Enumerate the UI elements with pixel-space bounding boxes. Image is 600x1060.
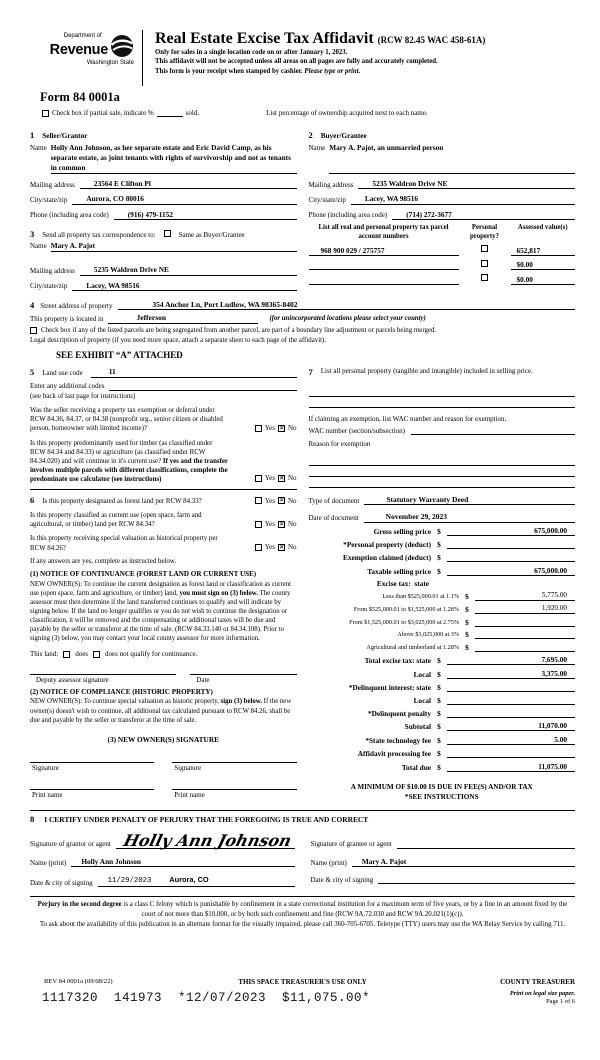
money-row	[309, 669, 576, 679]
right-column-parties	[309, 130, 576, 290]
land-use-code-label: Land use code	[42, 369, 83, 378]
perjury-notice: Perjury in the second degree is a class C felony which is punishable by confinement in a state correctional institution for a maximum term of five years, or by a fine in an amount fixed by the court of not more than $10,000, or by both such confinement and fine (RCW 9A.72.030 and RCW 9A.20.021(1)(c)). To ask about the availability of this publication in an alternate format for the visually impaired, please call 360-705-6705. Teletype (TTY) users may use the WA Relay Service by calling 711.	[30, 896, 575, 930]
does-qualify-checkbox[interactable]	[63, 651, 70, 658]
money-row	[309, 695, 576, 705]
question-row	[30, 406, 297, 433]
yes-checkbox[interactable]	[255, 425, 262, 432]
parcel-number-field[interactable]	[309, 260, 459, 270]
assessed-value-field[interactable]: $0.00	[511, 275, 576, 285]
certify-signatures	[30, 824, 575, 887]
form-title: Real Estate Excise Tax Affidavit (RCW 82.45 WAC 458-61A)	[155, 30, 486, 47]
question-row	[30, 439, 297, 485]
rate-row	[309, 642, 576, 652]
seller-heading: Seller/Grantor	[42, 132, 88, 141]
this-land-label: This land:	[30, 649, 59, 658]
money-row	[309, 526, 576, 536]
dept-of-label: Department of	[63, 33, 102, 39]
legal-description-value: SEE EXHIBIT “A” ATTACHED	[56, 349, 183, 360]
same-as-buyer-label: Same as Buyer/Grantee	[178, 230, 245, 239]
excise-column	[309, 367, 576, 802]
personal-property-col-header: Personal property?	[470, 223, 499, 240]
buyer-mailing-field[interactable]: 5235 Waldron Drive NE	[358, 179, 575, 189]
notice-continuance-body: NEW OWNER(S): To continue the current designation as forest land or classification as current use (open space, farm and agriculture, or timber) land, you must sign on (3) below. The county assessor must then determine if the land transferred continues to qualify and will indicate by signing below. If the land no longer qualifies or you do not wish to continue the designation or classification, it will be removed and the compensating or additional taxes will be due and payable by the seller or transferor at the time of sale. (RCW 84.33.140 or 84.34.108). Prior to signing (3) below, you may contact your local county assessor for more information.	[30, 580, 292, 642]
county-field[interactable]: Jefferson	[108, 313, 258, 323]
owner-signature-line-2[interactable]: Signature	[172, 762, 296, 773]
rate-rows	[309, 591, 576, 652]
seller-name-label: Name	[30, 144, 47, 153]
dollar-sign: $	[437, 735, 441, 745]
rate-label: Above $3,025,000 at 3%	[397, 631, 459, 639]
yes-label: Yes	[264, 519, 275, 528]
header-divider	[142, 30, 143, 86]
header-note-2: This affidavit will not be accepted unless all areas on all pages are fully and accurately completed.	[155, 58, 438, 66]
parcel-rows	[309, 245, 576, 284]
grantor-city: Aurora, CO	[169, 875, 209, 885]
money-label: Subtotal	[404, 722, 431, 732]
personal-property-checkbox[interactable]	[481, 260, 488, 267]
money-label: Affidavit processing fee	[357, 748, 431, 758]
ownership-note: List percentage of ownership acquired next to each name.	[266, 108, 428, 117]
money-amount-field[interactable]: 7,695.00	[447, 655, 575, 665]
partial-sale-sold-label: sold.	[185, 108, 200, 117]
grantee-name-print-field[interactable]: Mary A. Pajot	[352, 857, 575, 867]
dollar-sign: $	[465, 642, 469, 652]
additional-codes-label: Enter any additional codes	[30, 381, 105, 390]
question-row	[30, 511, 297, 529]
additional-codes-note: (see back of last page for instructions)	[30, 392, 136, 400]
no-label: No	[287, 474, 297, 483]
no-checkbox[interactable]: ✕	[278, 543, 285, 551]
section-1-number: 1	[30, 130, 35, 141]
this-land-row	[30, 650, 297, 659]
notice-continuance-title: (1) NOTICE OF CONTINUANCE (FOREST LAND OR CURRENT USE)	[30, 570, 257, 579]
question-text: Is this property predominantly used for timber (as classified under RCW 84.34 and 84.33) or agriculture (as classified under RCW 84.34.020) and will continue in it's current use? If yes and the transfer involves multiple parcels with different classifications, complete the predominate use calculator (see instructions)	[30, 439, 228, 483]
money-row	[309, 566, 576, 576]
correspondence-heading: Send all property tax correspondence to:	[42, 230, 156, 239]
partial-sale-percent-field[interactable]	[157, 110, 183, 117]
personal-property-checkbox[interactable]	[481, 245, 488, 252]
yes-label: Yes	[264, 423, 275, 432]
header-note-3: This form is your receipt when stamped by cashier. Please type or print.	[155, 67, 361, 75]
form-header	[30, 30, 575, 86]
yes-checkbox[interactable]	[255, 544, 262, 551]
question-row	[30, 534, 297, 552]
question-text-bold: If yes and the transfer involves multiple parcels with different classifications, complete the predominate use calculator (see instructions)	[30, 457, 228, 483]
seller-phone-field[interactable]: (916) 479-1152	[114, 210, 297, 220]
money-amount-field[interactable]: 11,075.00	[447, 762, 575, 772]
partial-sale-checkbox[interactable]	[42, 110, 49, 117]
dollar-sign: $	[437, 553, 441, 563]
grantee-name-print-label: Name (print)	[310, 858, 347, 867]
county-treasurer-label: COUNTY TREASURER	[500, 978, 575, 987]
yes-no-group	[255, 474, 297, 484]
yes-no-group	[255, 520, 297, 530]
buyer-heading: Buyer/Grantee	[320, 132, 367, 141]
question-text: Was the seller receiving a property tax exemption or deferral under RCW 84.36, 84.37, or 84.38 (nonprofit org., senior citizen or disabled person, homeowner with limited income)?	[30, 407, 223, 433]
segregated-checkbox[interactable]	[30, 327, 37, 334]
rate-label: From $1,525,000.01 to $3,025,000 at 2.75%	[349, 618, 459, 626]
dollar-sign: $	[465, 617, 469, 627]
dollar-sign: $	[437, 762, 441, 772]
money-label: Total excise tax: state	[364, 656, 431, 666]
personal-property-checkbox[interactable]	[481, 274, 488, 281]
correspondence-city-field[interactable]: Lacey, WA 98516	[72, 281, 296, 291]
rcw-reference: (RCW 82.45 WAC 458-61A)	[377, 35, 486, 45]
money-amount-field[interactable]: 675,000.00	[447, 566, 575, 576]
dollar-sign: $	[437, 748, 441, 758]
parcel-row	[309, 274, 576, 284]
yes-no-group	[255, 543, 297, 553]
deputy-assessor-row	[30, 674, 297, 685]
does-not-label: does not qualify for continuance.	[105, 649, 198, 658]
grantee-date-city-label: Date & city of signing	[310, 875, 374, 884]
rate-row	[309, 604, 576, 614]
legal-description-note: Legal description of property (if you need more space, attach a separate sheet to each page of the affidavit).	[30, 337, 327, 345]
notice-compliance-title: (2) NOTICE OF COMPLIANCE (HISTORIC PROPERTY)	[30, 688, 213, 697]
money-rows-top	[309, 526, 576, 576]
rate-amount-field[interactable]: 1,920.00	[475, 604, 575, 614]
dollar-sign: $	[437, 669, 441, 679]
property-section	[30, 300, 575, 362]
dollar-sign: $	[437, 566, 441, 576]
does-label: does	[75, 649, 89, 658]
section-2-number: 2	[308, 130, 313, 141]
correspondence-mailing-label: Mailing address	[30, 266, 75, 275]
question-row	[30, 495, 297, 506]
money-amount-field[interactable]	[447, 540, 575, 550]
dollar-sign: $	[465, 630, 469, 640]
rate-amount-field[interactable]	[475, 630, 575, 640]
partial-sale-label: Check box if partial sale, indicate %	[52, 108, 154, 117]
money-amount-field[interactable]: 5.00	[447, 735, 575, 745]
money-row	[309, 721, 576, 731]
grantee-signature-field[interactable]	[397, 840, 575, 849]
seller-mailing-field[interactable]: 23564 E Clifton Pl	[80, 179, 297, 189]
question-text: Is this property receiving special valuation as historical property per RCW 84.26?	[30, 535, 218, 552]
money-amount-field[interactable]	[447, 749, 575, 759]
no-label: No	[287, 519, 297, 528]
grantor-date: 11/29/2023	[107, 877, 152, 886]
money-row	[309, 655, 576, 665]
reason-line-1[interactable]	[309, 455, 576, 466]
money-amount-field[interactable]	[447, 708, 575, 718]
parcel-number-field[interactable]	[309, 275, 459, 285]
rate-amount-field[interactable]: 5,775.00	[475, 591, 575, 601]
seller-section-heading	[30, 130, 297, 141]
money-row	[309, 735, 576, 745]
segregated-note: Check box if any of the listed parcels are being segregated from another parcel, are part of a boundary line adjustment or parcels being merged.	[41, 326, 437, 334]
money-row	[309, 762, 576, 772]
grantor-name-print-label: Name (print)	[30, 858, 67, 867]
land-use-questions	[30, 406, 297, 484]
grantor-signature-script: Holly Ann Johnson	[121, 831, 294, 851]
owner-print-name-line-2[interactable]: Print name	[172, 789, 296, 800]
wac-number-field[interactable]	[411, 427, 575, 435]
yes-no-group	[255, 424, 297, 434]
assessed-value-field[interactable]: 652,817	[511, 246, 576, 256]
money-label: Total due	[401, 762, 431, 772]
buyer-mailing-label: Mailing address	[308, 180, 354, 189]
street-address-field[interactable]: 354 Anchor Ln, Port Ludlow, WA 98365-8402	[118, 300, 575, 310]
rate-row	[309, 617, 576, 627]
reason-for-exemption-label: Reason for exemption	[308, 440, 371, 449]
section-divider	[30, 489, 297, 490]
parcel-col-header: List all real and personal property tax parcel account numbers	[318, 223, 449, 240]
rate-label: From $525,000.01 to $1,525,000 at 1.28%	[353, 606, 459, 614]
reason-line-3[interactable]	[309, 477, 576, 488]
parcel-number-field[interactable]: 968 900 029 / 275757	[309, 246, 459, 256]
does-not-qualify-checkbox[interactable]	[93, 651, 100, 658]
buyer-city-field[interactable]: Lacey, WA 98516	[351, 194, 575, 204]
personal-property-line-1[interactable]	[309, 386, 576, 397]
exemption-note: If claiming an exemption, list WAC number and reason for exemption.	[308, 414, 507, 423]
county-label: This property is located in	[30, 314, 104, 323]
no-label: No	[287, 423, 297, 432]
dollar-sign: $	[465, 592, 469, 602]
grantor-signature-label: Signature of grantor or agent	[30, 840, 111, 849]
deputy-assessor-signature-line[interactable]: Deputy assessor signature	[30, 674, 176, 685]
buyer-phone-field[interactable]: (714) 272-3677	[392, 210, 575, 220]
grantor-date-city-label: Date & city of signing	[30, 878, 93, 887]
grantor-signature-field[interactable]	[116, 831, 295, 851]
money-row	[309, 540, 576, 550]
forest-questions	[30, 495, 297, 553]
correspondence-mailing-field[interactable]: 5235 Waldron Drive NE	[80, 265, 297, 275]
grantee-signature-label: Signature of grantee or agent	[310, 840, 392, 849]
section-4-number: 4	[30, 299, 35, 310]
left-column-parties	[30, 130, 297, 290]
section-5-number: 5	[30, 367, 35, 378]
reason-line-2[interactable]	[309, 466, 576, 477]
header-note-1: Only for sales in a single location code on or after January 1, 2023.	[155, 48, 348, 56]
money-label: Local	[413, 669, 431, 679]
date-of-document-field[interactable]: November 29, 2023	[364, 512, 575, 522]
no-label: No	[287, 542, 297, 551]
seller-city-field[interactable]: Aurora, CO 80016	[72, 194, 296, 204]
new-owner-signature-row-1	[30, 762, 297, 801]
grantee-date-city-field[interactable]	[378, 875, 575, 884]
yes-checkbox[interactable]	[255, 521, 262, 528]
yes-checkbox[interactable]	[255, 497, 262, 504]
seller-name-field[interactable]: Holly Ann Johnson, as her separate estate and Eric David Camp, as his separate estate, as joint tenants with rights of survivorship and not as tenants in common	[51, 143, 297, 174]
rate-label: Agricultural and timberland at 1.28%	[366, 643, 459, 651]
agency-name: Revenue	[49, 41, 108, 58]
buyer-phone-label: Phone (including area code)	[308, 210, 388, 219]
print-legal-size-note: Print on legal size paper.	[509, 990, 575, 998]
partial-sale-row	[42, 109, 575, 118]
personal-property-note: List all personal property (tangible and intangible) included in selling price.	[320, 367, 533, 376]
correspondence-name-field[interactable]: Mary A. Pajot	[51, 241, 297, 252]
additional-codes-field[interactable]	[109, 383, 296, 391]
land-use-column	[30, 367, 297, 802]
buyer-name-label: Name	[308, 144, 326, 153]
rate-label: Less than $525,000.01 at 1.1%	[382, 593, 459, 601]
assessed-value-col-header: Assessed value(s)	[517, 223, 568, 231]
money-amount-field[interactable]: 11,070.00	[447, 721, 575, 731]
type-of-document-label: Type of document	[308, 496, 360, 505]
money-amount-field[interactable]: 3,375.00	[447, 669, 575, 679]
yes-label: Yes	[264, 474, 275, 483]
money-row	[309, 682, 576, 692]
deputy-date-line[interactable]: Date	[190, 674, 296, 685]
page-indicator: Page 1 of 6	[546, 998, 575, 1006]
if-yes-note: If any answers are yes, complete as instructed below.	[30, 557, 177, 565]
money-label: *Personal property (deduct)	[343, 540, 431, 550]
rate-row	[309, 630, 576, 640]
dollar-sign: $	[437, 695, 441, 705]
county-note: (for unincorporated locations please select your county)	[269, 315, 426, 323]
notice-compliance-body: NEW OWNER(S): To continue special valuation as historic property, sign (3) below. If the new owner(s) doesn't wish to continue, all additional tax calculated pursuant to RCW 84.26, shall be due and payable by the seller or transferor at the time of sale.	[30, 698, 292, 724]
accessibility-note: To ask about the availability of this publication in an alternate format for the visually impaired, please call 360-705-6705. Teletype (TTY) users may use the WA Relay Service by calling 711.	[39, 921, 566, 929]
type-of-document-field[interactable]: Statutory Warranty Deed	[364, 495, 575, 505]
rate-row	[309, 591, 576, 601]
seller-mailing-label: Mailing address	[30, 180, 75, 189]
money-amount-field[interactable]	[447, 553, 575, 563]
parcel-row	[309, 245, 576, 255]
rev-number: REV 84 0001a (09/08/22)	[44, 978, 113, 986]
rate-amount-field[interactable]	[475, 617, 575, 627]
same-as-buyer-checkbox[interactable]	[164, 230, 171, 237]
parcel-table	[309, 224, 576, 285]
no-checkbox[interactable]: ✕	[278, 497, 285, 505]
dollar-sign: $	[437, 527, 441, 537]
personal-property-line-2[interactable]	[309, 397, 576, 408]
money-row	[309, 553, 576, 563]
street-address-label: Street address of property	[40, 301, 113, 310]
date-of-document-label: Date of document	[308, 514, 359, 523]
yes-no-group	[255, 497, 297, 507]
correspondence-name-label: Name	[30, 242, 47, 251]
no-checkbox[interactable]: ✕	[278, 520, 285, 528]
dor-swirl-icon	[110, 34, 134, 58]
land-use-code-field[interactable]: 11	[91, 367, 297, 377]
yes-label: Yes	[264, 496, 275, 505]
form-number: Form 84 0001a	[40, 90, 120, 104]
money-label: *Delinquent penalty	[367, 708, 431, 718]
treasurer-stamp: 1117320 141973 *12/07/2023 $11,075.00*	[42, 991, 371, 1006]
buyer-name-field[interactable]: Mary A. Pajot, an unmarried person	[329, 143, 575, 174]
money-rows-bottom	[309, 655, 576, 772]
money-label: Local	[413, 695, 431, 705]
treasurer-space-label: THIS SPACE TREASURER'S USE ONLY	[238, 978, 367, 987]
dor-logo	[30, 30, 134, 86]
question-text: 6 Is this property designated as forest land per RCW 84.33?	[30, 495, 202, 506]
dollar-sign: $	[437, 682, 441, 692]
new-owner-signature-heading: (3) NEW OWNER(S) SIGNATURE	[107, 734, 219, 744]
section-8-number: 8	[30, 813, 35, 824]
dollar-sign: $	[437, 708, 441, 718]
money-label: Gross selling price	[373, 527, 431, 537]
money-row	[309, 708, 576, 718]
rate-amount-field[interactable]	[475, 642, 575, 652]
money-label: Taxable selling price	[367, 566, 431, 576]
money-label: *Delinquent interest: state	[348, 682, 431, 692]
question-number: 6	[30, 495, 35, 506]
grantor-name-print-field[interactable]: Holly Ann Johnson	[71, 857, 294, 867]
no-checkbox[interactable]: ✕	[278, 424, 285, 432]
money-amount-field[interactable]	[447, 695, 575, 705]
parcel-row	[309, 260, 576, 270]
footer	[30, 970, 575, 1060]
owner-print-name-line-1[interactable]: Print name	[30, 789, 154, 800]
dollar-sign: $	[437, 540, 441, 550]
minimum-due-note: A MINIMUM OF $10.00 IS DUE IN FEE(S) AND/OR TAX *SEE INSTRUCTIONS	[350, 782, 533, 802]
section-8-divider	[30, 810, 575, 811]
money-label: *State technology fee	[365, 735, 431, 745]
wac-number-label: WAC number (section/subsection)	[308, 426, 405, 435]
seller-city-label: City/state/zip	[30, 195, 68, 204]
money-amount-field[interactable]: 675,000.00	[447, 526, 575, 536]
correspondence-section	[30, 229, 297, 291]
yes-label: Yes	[264, 542, 275, 551]
correspondence-city-label: City/state/zip	[30, 281, 68, 290]
dollar-sign: $	[437, 656, 441, 666]
section-3-number: 3	[30, 228, 35, 239]
money-amount-field[interactable]	[447, 682, 575, 692]
buyer-section-heading	[309, 130, 576, 141]
dollar-sign: $	[437, 722, 441, 732]
money-row	[309, 749, 576, 759]
seller-phone-label: Phone (including area code)	[30, 210, 109, 219]
state-label: Washington State	[86, 59, 134, 66]
owner-signature-line-1[interactable]: Signature	[30, 762, 154, 773]
section-7-number: 7	[308, 367, 313, 378]
assessed-value-field[interactable]: $0.00	[511, 260, 576, 270]
money-label: Exemption claimed (deduct)	[343, 553, 431, 563]
certify-heading	[30, 814, 575, 825]
question-text: Is this property classified as current use (open space, farm and agricultural, or timber) land per RCW 84.34?	[30, 512, 202, 529]
no-checkbox[interactable]: ✕	[278, 475, 285, 483]
dollar-sign: $	[465, 605, 469, 615]
buyer-city-label: City/state/zip	[308, 195, 346, 204]
certify-statement: I CERTIFY UNDER PENALTY OF PERJURY THAT THE FOREGOING IS TRUE AND CORRECT	[44, 814, 369, 824]
grantor-date-city-field[interactable]	[98, 875, 295, 887]
no-label: No	[287, 496, 297, 505]
yes-checkbox[interactable]	[255, 475, 262, 482]
excise-tax-state-label: Excise tax: state	[376, 579, 429, 589]
